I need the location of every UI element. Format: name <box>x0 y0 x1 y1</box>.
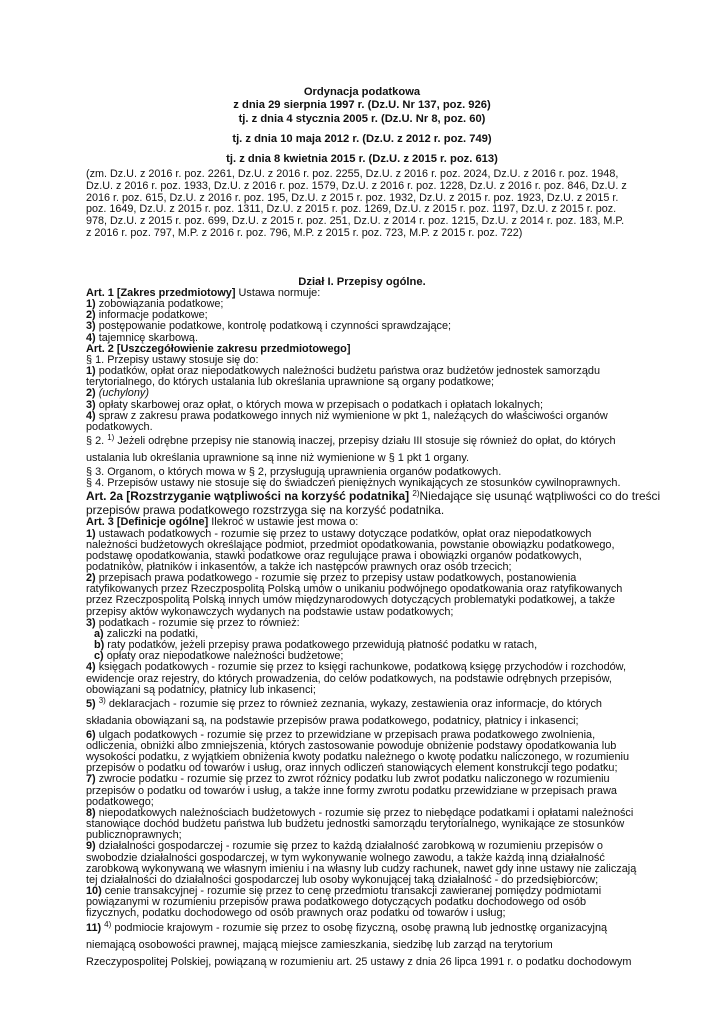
item-number: 4) <box>86 409 96 422</box>
art3-heading: Art. 3 [Definicje ogólne] <box>86 516 209 529</box>
item-number: 1) <box>86 365 96 378</box>
item-number: 4) <box>86 331 96 344</box>
item-text: podatkach - rozumie się przez to również: <box>95 616 300 629</box>
sub-item-letter: a) <box>94 627 104 640</box>
consolidated-text-3: tj. z dnia 8 kwietnia 2015 r. (Dz.U. z 2015 r. poz. 613) <box>226 153 498 165</box>
continuation-line: składania obowiązani są, na podstawie przepisów prawa podatkowego, podatnicy, płatnicy i inkasenci; <box>86 714 579 727</box>
item-text: przepisach prawa podatkowego - rozumie się przez to przepisy ustaw podatkowych, postanowienia <box>95 572 577 585</box>
item-number: 5) <box>86 697 96 710</box>
item-number: 1) <box>86 527 96 540</box>
sub-item-letter: b) <box>94 639 105 652</box>
item-text: podatków, opłat oraz niepodatkowych należności budżetu państwa oraz budżetów jednostek samorządu <box>95 365 600 378</box>
amendments-line: poz. 1649, Dz.U. z 2015 r. poz. 1311, Dz.U. z 2015 r. poz. 1269, Dz.U. z 2015 r. poz. 1197, Dz.U. z 2015 r. poz. <box>86 203 617 216</box>
continuation-line: stanowiące dochód budżetu państwa lub budżetu jednostki samorządu terytorialnego, wynikające ze stosunków <box>86 818 625 831</box>
item-number: 2) <box>86 387 96 400</box>
item-text: spraw z zakresu prawa podatkowego innych niż wymienione w pkt 1, należących do właściwości organów <box>95 409 608 422</box>
continuation-line: publicznoprawnych; <box>86 829 182 842</box>
art2a-line <box>86 490 666 503</box>
continuation-line: obowiązani są podatnicy, płatnicy lub inkasenci; <box>86 683 316 696</box>
art2-heading: Art. 2 [Uszczegółowienie zakresu przedmiotowego] <box>86 342 351 355</box>
continuation-line: powiązanymi w rozumieniu przepisów prawa podatkowego dotyczących podatku dochodowego od osób <box>86 896 587 909</box>
document-date-line: z dnia 29 sierpnia 1997 r. (Dz.U. Nr 137, poz. 926) <box>233 99 491 111</box>
art1-intro: Ustawa normuje: <box>235 287 321 299</box>
consolidated-text-1: tj. z dnia 4 stycznia 2005 r. (Dz.U. Nr 8, poz. 60) <box>238 113 486 125</box>
item-text: podmiocie krajowym - rozumie się przez to osobę fizyczną, osobę prawną lub jednostkę organizacyjną <box>111 921 608 934</box>
item-text: postępowanie podatkowe, kontrolę podatkową i czynności sprawdzające; <box>95 320 452 333</box>
list-item <box>86 662 666 673</box>
continuation-line: swobodzie działalności gospodarczej, w tym wykonywanie wolnego zawodu, a także każdą inną działalność <box>86 851 605 864</box>
sub-item-text: zaliczki na podatki, <box>103 627 199 640</box>
paragraph: § 3. Organom, o których mowa w § 2, przysługują uprawnienia organów podatkowych. <box>86 466 502 479</box>
item-text: działalności gospodarczej - rozumie się przez to każdą działalność zarobkową w rozumieniu przepisów o <box>95 840 603 853</box>
item-text: zobowiązania podatkowe; <box>95 298 224 311</box>
art2a-text: Niedające się usunąć wątpliwości co do treści <box>419 489 661 504</box>
item-number: 7) <box>86 773 96 786</box>
continuation-line: Rzeczypospolitej Polskiej, powiązaną w rozumieniu art. 25 ustawy z dnia 26 lipca 1991 r. o podatku dochodowym <box>86 955 632 968</box>
item-number: 4) <box>86 661 96 674</box>
paragraph-text: Jeżeli odrębne przepisy nie stanowią inaczej, przepisy działu III stosuje się również do opłat, do których <box>114 435 616 448</box>
continuation-line: wysokości podatku, z wyjątkiem obniżenia kwoty podatku należnego o kwotę podatku naliczonego, w rozumieniu <box>86 751 630 764</box>
paragraph: § 1. Przepisy ustawy stosuje się do: <box>86 353 259 366</box>
list-item <box>86 920 666 937</box>
consolidated-text-2: tj. z dnia 10 maja 2012 r. (Dz.U. z 2012 r. poz. 749) <box>232 133 492 145</box>
item-number: 3) <box>86 398 96 411</box>
item-text: ulgach podatkowych - rozumie się przez to przewidziane w przepisach prawa podatkowego zwolnienia, <box>95 728 596 741</box>
document-title-block <box>0 86 724 112</box>
continuation-line: podatników, płatników i inkasentów, a także ich następców prawnych oraz osób trzecich; <box>86 560 512 573</box>
item-number: 3) <box>86 616 96 629</box>
footnote-ref: 3) <box>98 695 106 705</box>
item-text: tajemnicę skarbową. <box>95 331 198 344</box>
continuation-line: ustalania lub określania uprawnione są inne niż wymienione w § 1 pkt 1 organy. <box>86 452 470 465</box>
art3-intro: Ilekroć w ustawie jest mowa o: <box>208 516 359 529</box>
amendments-list <box>86 169 646 240</box>
item-text: (uchylony) <box>95 387 149 400</box>
amendments-line: 978, Dz.U. z 2015 r. poz. 699, Dz.U. z 2015 r. poz. 251, Dz.U. z 2014 r. poz. 1215, Dz.U. z 2014 r. poz. 183, M.P. <box>86 215 625 228</box>
item-number: 8) <box>86 806 96 819</box>
item-number: 1) <box>86 298 96 311</box>
item-text: ustawach podatkowych - rozumie się przez to ustawy dotyczące podatków, opłat oraz niepodatkowych <box>95 527 592 540</box>
continuation-line: przez Rzeczpospolitą Polską innych umów międzynarodowych dotyczących problematyki podatkowej, a także <box>86 594 616 607</box>
paragraph: § 4. Przepisów ustawy nie stosuje się do świadczeń pieniężnych wynikających ze stosunków cywilnoprawnych. <box>86 477 621 490</box>
item-number: 2) <box>86 309 96 322</box>
continuation-line: podatkowego; <box>86 795 154 808</box>
paragraph <box>86 433 666 450</box>
item-text: informacje podatkowe; <box>95 309 208 322</box>
continuation-line: fizycznych, podatku dochodowego od osób prawnych oraz podatku od towarów i usług; <box>86 907 506 920</box>
amendments-line: z 2016 r. poz. 797, M.P. z 2016 r. poz. 796, M.P. z 2015 r. poz. 723, M.P. z 2015 r. poz. 722) <box>86 226 523 239</box>
amendments-line: Dz.U. z 2016 r. poz. 1933, Dz.U. z 2016 r. poz. 1579, Dz.U. z 2016 r. poz. 1228, Dz.U. z 2016 r. poz. 846, Dz.U. z <box>86 179 627 192</box>
continuation-line: przepisów prawa podatkowego rozstrzyga się na korzyść podatnika. <box>86 503 445 518</box>
continuation-line: terytorialnego, do których ustalania lub określania uprawnione są organy podatkowe; <box>86 376 495 389</box>
item-text: deklaracjach - rozumie się przez to również zeznania, wykazy, zestawienia oraz informacje, do których <box>105 697 602 710</box>
footnote-ref: 1) <box>107 433 115 443</box>
item-number: 2) <box>86 572 96 585</box>
footnote-ref: 4) <box>104 919 112 929</box>
continuation-line: przepisów o podatku od towarów i usług, oraz innych odliczeń stanowiących element konstrukcji tego podatku; <box>86 762 618 775</box>
list-item <box>86 529 666 540</box>
item-text: cenie transakcyjnej - rozumie się przez to cenę przedmiotu transakcji zawieranej pomiędzy podmiotami <box>101 885 602 898</box>
item-number: 10) <box>86 885 102 898</box>
list-item <box>86 411 666 422</box>
continuation-line: niemającą osobowości prawnej, mającą miejsce zamieszkania, siedzibę lub zarząd na terytorium <box>86 938 553 951</box>
section-title: Dział I. Przepisy ogólne. <box>298 276 426 288</box>
amendments-line: (zm. Dz.U. z 2016 r. poz. 2261, Dz.U. z 2016 r. poz. 2255, Dz.U. z 2016 r. poz. 2024, Dz.U. z 2016 r. poz. 1948, <box>86 168 619 180</box>
art1-heading: Art. 1 [Zakres przedmiotowy] <box>86 287 236 299</box>
continuation-line: odliczenia, obniżki albo zmniejszenia, których zastosowanie powoduje obniżenie podstawy opodatkowania lub <box>86 740 617 752</box>
item-text: opłaty skarbowej oraz opłat, o których mowa w przepisach o podatkach i opłatach lokalnych; <box>95 398 544 411</box>
item-text: niepodatkowych należnościach budżetowych - rozumie się przez to niebędące podatkami i opłatami należności <box>95 806 634 819</box>
item-number: 11) <box>86 921 102 934</box>
footnote-ref: 2) <box>412 489 420 499</box>
continuation-line: podstawę opodatkowania, stawki podatkowe oraz regulujące prawa i obowiązki organów podatkowych, <box>86 549 582 562</box>
continuation-line: przepisy aktów wykonawczych wydanych na podstawie ustaw podatkowych; <box>86 605 454 618</box>
paragraph-number: § 2. <box>86 435 105 448</box>
item-number: 9) <box>86 840 96 853</box>
document-body <box>86 288 666 971</box>
item-text: zwrocie podatku - rozumie się przez to zwrot różnicy podatku lub zwrot podatku naliczonego w rozumieniu <box>95 773 610 786</box>
continuation-line: zarobkową wykonywaną we własnym imieniu i na własny lub cudzy rachunek, nawet gdy inne ustawy nie zaliczają <box>86 862 637 875</box>
document-title: Ordynacja podatkowa <box>303 86 421 98</box>
amendments-line: 2016 r. poz. 615, Dz.U. z 2016 r. poz. 195, Dz.U. z 2015 r. poz. 1932, Dz.U. z 2015 r. poz. 1923, Dz.U. z 2015 r. <box>86 191 619 204</box>
continuation-line: przepisów o podatku od towarów i usług, a także inne formy zwrotu podatku przewidziane w przepisach prawa <box>86 784 617 797</box>
continuation-line: ratyfikowanych przez Rzeczpospolitą Polską umów o unikaniu podwójnego opodatkowania oraz ratyfikowanych <box>86 583 623 596</box>
art2a-heading: Art. 2a [Rozstrzyganie wątpliwości na korzyść podatnika] <box>86 489 410 504</box>
list-item <box>86 841 666 852</box>
continuation-line: należności budżetowych określające podmiot, przedmiot opodatkowania, powstanie obowiązku podatkowego, <box>86 538 615 551</box>
continuation-line: podatkowych. <box>86 420 153 433</box>
item-number: 6) <box>86 728 96 741</box>
item-text: księgach podatkowych - rozumie się przez to księgi rachunkowe, podatkową księgę przychodów i rozchodów, <box>95 661 626 674</box>
sub-item-text: opłaty oraz niepodatkowe należności budżetowe; <box>103 650 344 663</box>
sub-item-text: raty podatków, jeżeli przepisy prawa podatkowego przewidują płatność podatku w ratach, <box>104 639 538 652</box>
continuation-line: tej działalności do działalności gospodarczej lub osoby wykonującej taką działalność - do przedsiębiorców; <box>86 873 599 886</box>
list-item <box>86 696 666 713</box>
item-number: 3) <box>86 320 96 333</box>
sub-item-letter: c) <box>94 650 104 663</box>
list-item <box>86 774 666 785</box>
continuation-line: ewidencje oraz rejestry, do których prowadzenia, do celów podatkowych, na podstawie odrębnych przepisów, <box>86 672 612 685</box>
